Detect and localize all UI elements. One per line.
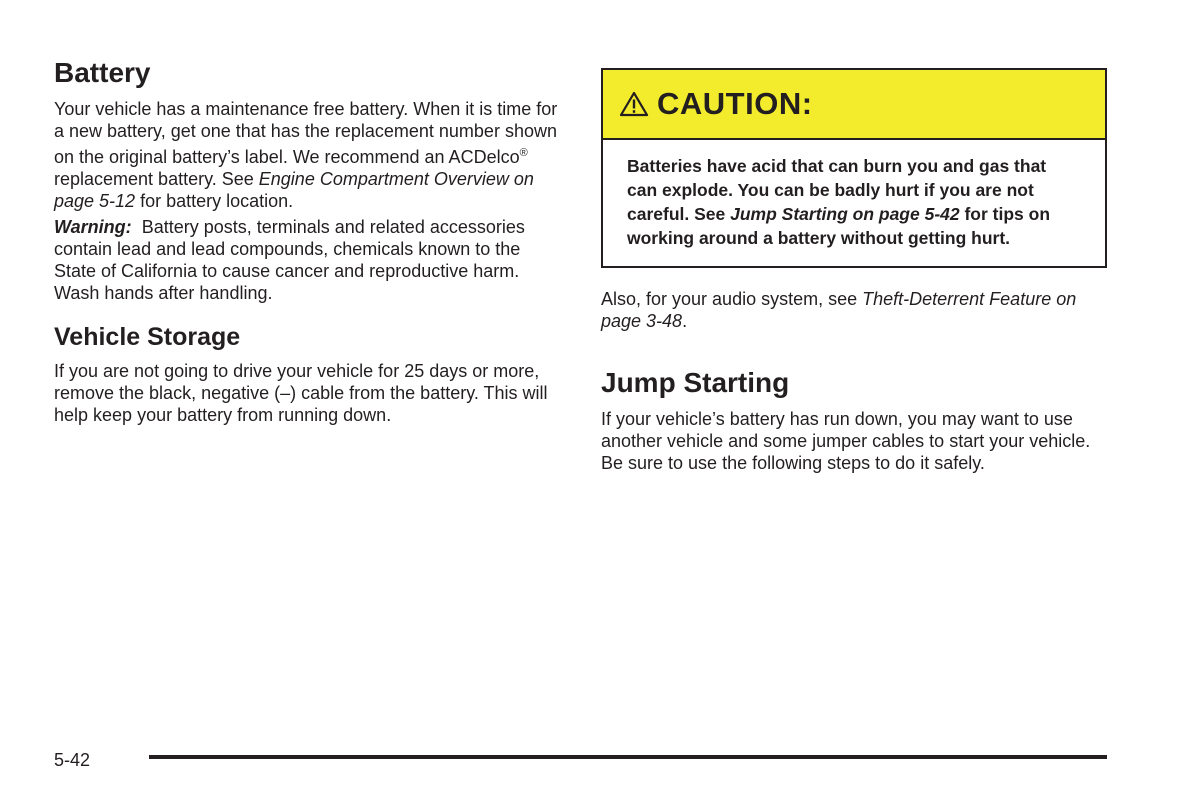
audio-text-end: . [682, 311, 688, 331]
jump-starting-text: If your vehicle’s battery has run down, you may want to use another vehicle and some jumper cables to start your vehicle. Be sure to use the following steps to do it safely. [601, 409, 1091, 473]
caution-text-end: for tips on working around a battery without getting hurt. [627, 204, 1051, 248]
battery-heading: Battery [54, 57, 151, 88]
caution-box [601, 68, 1107, 268]
engine-compartment-link[interactable]: Engine Compartment Overview on page 5-12 [54, 169, 534, 211]
vehicle-storage-text: If you are not going to drive your vehicle for 25 days or more, remove the black, negative (–) cable from the battery. This will help keep your battery from running down. [54, 361, 548, 425]
theft-deterrent-link[interactable]: Theft-Deterrent Feature on page 3-48 [601, 289, 1077, 331]
warning-label: Warning: [54, 217, 132, 237]
battery-text-end: for battery location. [135, 191, 294, 211]
left-column [54, 56, 564, 430]
caution-title: CAUTION: [657, 86, 813, 121]
jump-starting-link[interactable]: Jump Starting on page 5-42 [730, 204, 960, 224]
caution-text-start: Batteries have acid that can burn you and gas that can explode. You can be badly hurt if you are not careful. See [627, 156, 1047, 224]
battery-text-start: Your vehicle has a maintenance free battery. When it is time for a new battery, get one that has the replacement number shown on the original battery’s label. We recommend an ACDelco [54, 99, 558, 167]
caution-text [603, 140, 1105, 266]
page-number: 5-42 [54, 750, 91, 770]
audio-paragraph [601, 288, 1107, 332]
warning-paragraph [54, 216, 564, 304]
registered-mark: ® [519, 147, 528, 159]
vehicle-storage-heading: Vehicle Storage [54, 323, 241, 351]
caution-header [603, 70, 1105, 140]
footer-rule [149, 755, 1107, 759]
warning-triangle-icon [619, 91, 649, 117]
right-column [601, 68, 1107, 478]
jump-starting-heading: Jump Starting [601, 367, 790, 398]
battery-paragraph [54, 98, 564, 212]
battery-text-middle: replacement battery. See [54, 169, 259, 189]
audio-text-start: Also, for your audio system, see [601, 289, 863, 309]
warning-text: Battery posts, terminals and related accessories contain lead and lead compounds, chemicals known to the State of California to cause cancer and reproductive harm. Wash hands after handling. [54, 217, 525, 303]
